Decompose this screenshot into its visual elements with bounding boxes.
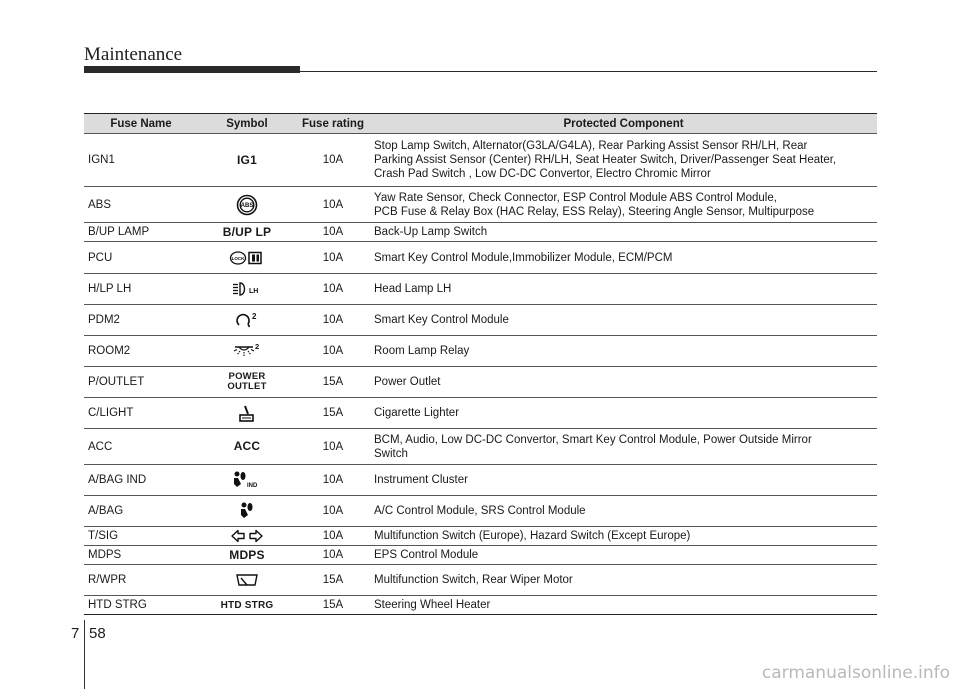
headlamp-icon-label: LH [249, 288, 259, 295]
fuse-rating: 10A [296, 274, 370, 305]
table-row [84, 465, 877, 496]
protected-component [370, 546, 877, 565]
fuse-name: P/OUTLET [84, 367, 198, 398]
page-section-title: Maintenance [84, 44, 183, 65]
fuse-name: A/BAG IND [84, 465, 198, 496]
symbol-text: B/UP LP [222, 224, 272, 239]
column-header-fuse-rating: Fuse rating [296, 114, 370, 134]
fuse-rating: 10A [296, 546, 370, 565]
component-line: Switch [374, 447, 408, 460]
fuse-rating: 10A [296, 305, 370, 336]
fuse-rating: 10A [296, 527, 370, 546]
table-row [84, 596, 877, 615]
fuse-name: A/BAG [84, 496, 198, 527]
room-lamp-icon [232, 342, 262, 360]
smart-key-icon [229, 250, 265, 266]
component-line: Yaw Rate Sensor, Check Connector, ESP Control Module ABS Control Module, [374, 191, 777, 204]
key-ring-icon-label: 2 [252, 312, 257, 321]
fuse-rating: 15A [296, 565, 370, 596]
table-row [84, 496, 877, 527]
cigarette-lighter-icon [237, 403, 257, 423]
component-line: Instrument Cluster [374, 474, 468, 486]
table-row [84, 546, 877, 565]
fuse-symbol [198, 429, 296, 465]
column-header-symbol: Symbol [198, 114, 296, 134]
fuse-name: ROOM2 [84, 336, 198, 367]
protected-component [370, 565, 877, 596]
protected-component [370, 496, 877, 527]
component-line: EPS Control Module [374, 549, 479, 561]
airbag-icon [237, 501, 257, 521]
symbol-text: MDPS [229, 547, 265, 562]
table-row [84, 429, 877, 465]
fuse-symbol [198, 565, 296, 596]
component-line: Multifunction Switch, Rear Wiper Motor [374, 574, 573, 586]
table-row [84, 242, 877, 274]
fuse-symbol [198, 398, 296, 429]
column-header-protected-component: Protected Component [370, 114, 877, 134]
symbol-text-line: OUTLET [227, 380, 267, 392]
table-row [84, 398, 877, 429]
component-line: Multifunction Switch (Europe), Hazard Switch (Except Europe) [374, 530, 691, 542]
fuse-name: ABS [84, 187, 198, 223]
fuse-rating: 10A [296, 242, 370, 274]
abs-icon [236, 194, 258, 216]
symbol-text: ACC [233, 439, 261, 453]
fuse-symbol [198, 187, 296, 223]
fuse-symbol [198, 367, 296, 398]
table-row [84, 223, 877, 242]
component-line: Parking Assist Sensor (Center) RH/LH, Seat Heater Switch, Driver/Passenger Seat Heater, [374, 154, 837, 166]
airbag-indicator-icon [230, 470, 264, 490]
table-header-row [84, 114, 877, 134]
fuse-rating: 10A [296, 134, 370, 187]
component-line: A/C Control Module, SRS Control Module [374, 505, 586, 517]
fuse-symbol [198, 465, 296, 496]
column-header-fuse-name: Fuse Name [84, 114, 198, 134]
airbag-indicator-icon-label: IND [247, 483, 258, 489]
fuse-rating: 10A [296, 429, 370, 465]
abs-icon-label: ABS [240, 202, 254, 209]
table-row [84, 274, 877, 305]
chapter-number: 7 [71, 625, 80, 642]
fuse-symbol [198, 336, 296, 367]
component-line: PCB Fuse & Relay Box (HAC Relay, ESS Relay), Steering Angle Sensor, Multipurpose [374, 205, 815, 218]
fuse-rating: 15A [296, 367, 370, 398]
component-line: BCM, Audio, Low DC-DC Convertor, Smart Key Control Module, Power Outside Mirror [374, 433, 812, 446]
protected-component [370, 465, 877, 496]
fuse-name: H/LP LH [84, 274, 198, 305]
component-line: Cigarette Lighter [374, 407, 460, 419]
fuse-rating: 15A [296, 596, 370, 615]
component-line: Head Lamp LH [374, 283, 452, 295]
protected-component [370, 187, 877, 223]
component-line: Stop Lamp Switch, Alternator(G3LA/G4LA), Rear Parking Assist Sensor RH/LH, Rear [374, 140, 808, 152]
fuse-symbol [198, 496, 296, 527]
table-row [84, 565, 877, 596]
watermark: carmanualsonline.info [761, 663, 950, 683]
page-number: 58 [89, 625, 106, 642]
fuse-name: HTD STRG [84, 596, 198, 615]
header-rule [300, 71, 877, 72]
component-line: Room Lamp Relay [374, 345, 470, 357]
fuse-name: PCU [84, 242, 198, 274]
protected-component [370, 223, 877, 242]
protected-component [370, 305, 877, 336]
fuse-name: B/UP LAMP [84, 223, 198, 242]
component-line: Smart Key Control Module [374, 314, 509, 326]
fuse-symbol [198, 274, 296, 305]
symbol-text-line: POWER [228, 370, 266, 382]
fuse-symbol [198, 527, 296, 546]
fuse-name: C/LIGHT [84, 398, 198, 429]
rear-wiper-icon [235, 572, 259, 588]
fuse-symbol [198, 596, 296, 615]
symbol-text [227, 372, 266, 392]
symbol-text: HTD STRG [220, 599, 274, 611]
fuse-symbol [198, 134, 296, 187]
table-row [84, 367, 877, 398]
component-line: Power Outlet [374, 376, 441, 388]
fuse-rating: 10A [296, 336, 370, 367]
protected-component [370, 242, 877, 274]
footer-divider [84, 620, 85, 689]
turn-signal-icon [230, 529, 264, 543]
component-line: Back-Up Lamp Switch [374, 226, 488, 238]
fuse-symbol [198, 546, 296, 565]
fuse-name: IGN1 [84, 134, 198, 187]
table-row [84, 336, 877, 367]
smart-key-icon-label: LOCK [231, 255, 245, 261]
table-row [84, 305, 877, 336]
fuse-symbol [198, 242, 296, 274]
fuse-name: MDPS [84, 546, 198, 565]
protected-component [370, 398, 877, 429]
key-ring-icon [234, 311, 260, 329]
table-row [84, 187, 877, 223]
fuse-table [84, 113, 877, 615]
fuse-symbol [198, 223, 296, 242]
fuse-name: T/SIG [84, 527, 198, 546]
fuse-name: R/WPR [84, 565, 198, 596]
fuse-symbol [198, 305, 296, 336]
protected-component [370, 336, 877, 367]
fuse-name: ACC [84, 429, 198, 465]
table-row [84, 134, 877, 187]
protected-component [370, 367, 877, 398]
protected-component [370, 527, 877, 546]
protected-component [370, 274, 877, 305]
component-line: Crash Pad Switch , Low DC-DC Convertor, Electro Chromic Mirror [374, 168, 711, 180]
symbol-text: IG1 [237, 152, 257, 167]
headlamp-icon [231, 281, 263, 297]
fuse-rating: 10A [296, 187, 370, 223]
fuse-name: PDM2 [84, 305, 198, 336]
protected-component [370, 429, 877, 465]
protected-component [370, 596, 877, 615]
protected-component [370, 134, 877, 187]
fuse-rating: 10A [296, 223, 370, 242]
component-line: Steering Wheel Heater [374, 599, 491, 611]
component-line: Smart Key Control Module,Immobilizer Module, ECM/PCM [374, 251, 673, 264]
fuse-rating: 10A [296, 465, 370, 496]
room-lamp-icon-label: 2 [255, 342, 260, 351]
header-bar [84, 66, 300, 73]
fuse-rating: 15A [296, 398, 370, 429]
table-row [84, 527, 877, 546]
fuse-rating: 10A [296, 496, 370, 527]
